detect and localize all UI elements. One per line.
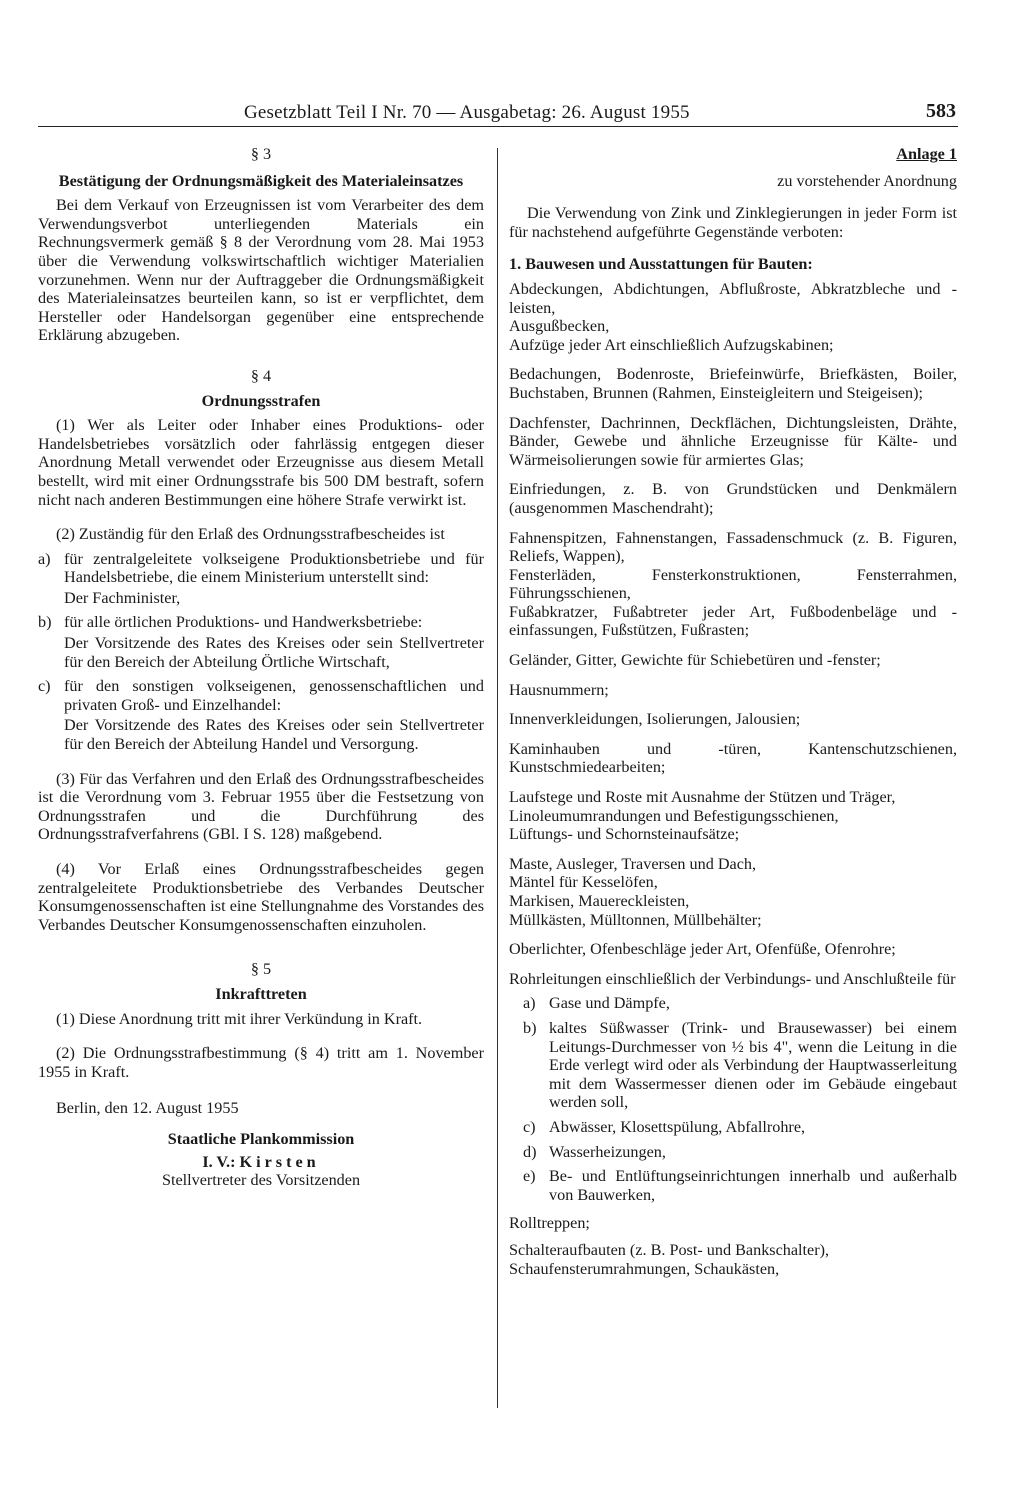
signature-prefix: I. V.: — [202, 1152, 236, 1171]
item-label: c) — [523, 1117, 536, 1136]
annex-heading: 1. Bauwesen und Ausstattungen für Bauten: — [509, 255, 813, 274]
pipe-item — [509, 1118, 957, 1137]
item-text: für zentralgeleitete volkseigene Produktionsbetriebe und für Handelsbetriebe, die einem Ministerium unterstellt sind: — [64, 549, 484, 587]
item-label: a) — [38, 549, 51, 568]
section-3-paragraph: Bei dem Verkauf von Erzeugnissen ist vom Verarbeiter des dem Verwendungsverbot unterliegenden Materials ein Rechnungsvermerk gemäß § 8 der Verordnung vom 28. Mai 1953 über die Verwendung volkswirtschaftlich wichtiger Materialien vorzunehmen. Wenn nur der Auftraggeber die Ordnungsmäßigkeit des Materialeinsatzes beurteilen kann, so ist er verpflichtet, dem Hersteller oder Handelsorgan gegenüber eine entsprechende Erklärung abzugeben. — [38, 196, 484, 345]
issuing-authority: Staatliche Plankommission — [167, 1129, 355, 1148]
list-item: Fahnenspitzen, Fahnenstangen, Fassadenschmuck (z. B. Figuren, Reliefs, Wappen), Fensterläden, Fensterkonstruktionen, Fensterrahmen, Führungsschienen, Fußabkratzer, Fußabtreter jeder Art, Fußbodenbeläge und -einfassungen, Fußstützen, Fußrasten; — [509, 528, 957, 640]
list-item: Geländer, Gitter, Gewichte für Schiebetüren und -fenster; — [509, 651, 881, 670]
list-item: Laufstege und Roste mit Ausnahme der Stützen und Träger, Linoleumumrandungen und Befestigungsschienen, Lüftungs- und Schornsteinaufsätze; — [509, 788, 896, 844]
list-item: Oberlichter, Ofenbeschläge jeder Art, Ofenfüße, Ofenrohre; — [509, 940, 896, 959]
annex-subtitle: zu vorstehender Anordnung — [777, 171, 957, 190]
item-label: c) — [38, 677, 51, 696]
section-4-item-a — [38, 550, 484, 587]
item-label: e) — [523, 1167, 536, 1186]
place-and-date: Berlin, den 12. August 1955 — [56, 1099, 239, 1118]
pipe-items-list — [509, 994, 957, 1204]
item-label: b) — [523, 1018, 537, 1037]
list-item: Hausnummern; — [509, 680, 609, 699]
item-text: Wasserheizungen, — [549, 1142, 666, 1161]
section-4-paragraph-2: (2) Zuständig für den Erlaß des Ordnungsstrafbescheides ist — [56, 525, 445, 544]
section-4-title: Ordnungsstrafen — [201, 391, 321, 410]
item-text: kaltes Süßwasser (Trink- und Brausewasser) bei einem Leitungs-Durchmesser von ½ bis 4", wenn die Leitung in die Erde verlegt wird oder als Verbindung der Hauptwasserleitung mit dem Wassermesser dienen oder im Gebäude eingebaut werden soll, — [549, 1018, 957, 1112]
list-item: Rohrleitungen einschließlich der Verbindungs- und Anschlußteile für — [509, 969, 956, 988]
item-b-authority: Der Vorsitzende des Rates des Kreises oder sein Stellvertreter für den Bereich der Abteilung Örtliche Wirtschaft, — [64, 634, 484, 671]
annex-intro: Die Verwendung von Zink und Zinklegierungen in jeder Form ist für nachstehend aufgeführte Gegenstände verboten: — [509, 204, 957, 241]
left-column — [38, 145, 484, 1190]
section-4-item-b — [38, 613, 484, 632]
list-item: Kaminhauben und -türen, Kantenschutzschienen, Kunstschmiedearbeiten; — [509, 739, 957, 777]
header-title: Gesetzblatt Teil I Nr. 70 — Ausgabetag: 26. August 1955 — [244, 102, 690, 123]
pipe-item — [509, 1143, 957, 1162]
tail-entry-counters: Schalteraufbauten (z. B. Post- und Bankschalter), Schaufensterumrahmungen, Schaukästen, — [509, 1240, 830, 1278]
section-3-number: § 3 — [250, 145, 272, 163]
annex-title: Anlage 1 — [896, 145, 957, 163]
signatory-role: Stellvertreter des Vorsitzenden — [161, 1171, 361, 1190]
list-item: Einfriedungen, z. B. von Grundstücken und Denkmälern (ausgenommen Maschendraht); — [509, 480, 957, 517]
section-4-paragraph-4: (4) Vor Erlaß eines Ordnungsstrafbescheides gegen zentralgeleitete Produktionsbetriebe des Verbandes Deutscher Konsumgenossenschaften ist eine Stellungnahme des Vorstandes des Verbandes Deutscher Konsumgenossenschaften einzuholen. — [38, 860, 484, 934]
item-label: d) — [523, 1142, 537, 1161]
section-4-paragraph-3: (3) Für das Verfahren und den Erlaß des Ordnungsstrafbescheides ist die Verordnung vom 3. Februar 1955 über die Festsetzung von Ordnungsstrafen und die Durchführung des Ordnungsstrafverfahrens (GBl. I S. 128) maßgebend. — [38, 769, 484, 844]
section-4-paragraph-1: (1) Wer als Leiter oder Inhaber eines Produktions- oder Handelsbetriebes vorsätzlich oder fahrlässig entgegen dieser Anordnung Metall verwendet oder Erzeugnisse aus diesem Metall bestellt, wird mit einer Ordnungsstrafe bis 500 DM bestraft, sofern nicht nach anderen Bestimmungen eine höhere Strafe verwirkt ist. — [38, 416, 484, 509]
section-4-item-c — [38, 677, 484, 714]
section-4-number: § 4 — [250, 366, 272, 385]
section-3-title: Bestätigung der Ordnungsmäßigkeit des Materialeinsatzes — [58, 171, 464, 190]
section-5-number: § 5 — [250, 960, 272, 979]
pipe-item — [509, 1019, 957, 1112]
item-c-authority: Der Vorsitzende des Rates des Kreises oder sein Stellvertreter für den Bereich der Abteilung Handel und Versorgung. — [64, 716, 484, 754]
item-text: Be- und Entlüftungseinrichtungen innerhalb und außerhalb von Bauwerken, — [549, 1167, 957, 1204]
signature-line — [38, 1153, 484, 1172]
item-a-authority: Der Fachminister, — [64, 588, 181, 607]
pipe-item — [509, 1167, 957, 1204]
item-text: für alle örtlichen Produktions- und Handwerksbetriebe: — [64, 613, 423, 632]
tail-entry-escalators: Rolltreppen; — [509, 1214, 590, 1233]
list-item: Dachfenster, Dachrinnen, Deckflächen, Dichtungsleisten, Drähte, Bänder, Gewebe und ähnliche Erzeugnisse für Kälte- und Wärmeisolierungen sowie für armiertes Glas; — [509, 413, 957, 469]
item-text: Gase und Dämpfe, — [549, 994, 670, 1013]
signatory-name: Kirsten — [239, 1152, 320, 1171]
column-divider — [497, 148, 498, 1408]
item-text: für den sonstigen volkseigenen, genossenschaftlichen und privaten Groß- und Einzelhandel: — [64, 677, 484, 714]
section-5-paragraph-2: (2) Die Ordnungsstrafbestimmung (§ 4) tritt am 1. November 1955 in Kraft. — [38, 1044, 484, 1081]
item-text: Abwässer, Klosettspülung, Abfallrohre, — [549, 1117, 806, 1136]
list-item: Innenverkleidungen, Isolierungen, Jalousien; — [509, 710, 801, 729]
page-header — [38, 100, 958, 127]
list-item: Abdeckungen, Abdichtungen, Abflußroste, Abkratzbleche und -leisten, Ausgußbecken, Aufzüge jeder Art einschließlich Aufzugskabinen; — [509, 279, 957, 354]
pipe-item — [509, 994, 957, 1013]
section-5-paragraph-1: (1) Diese Anordnung tritt mit ihrer Verkündung in Kraft. — [56, 1009, 423, 1028]
section-5-title: Inkrafttreten — [215, 984, 307, 1003]
page-number: 583 — [926, 100, 956, 122]
item-label: b) — [38, 613, 52, 632]
right-column — [509, 145, 957, 1278]
list-item: Maste, Ausleger, Traversen und Dach, Mäntel für Kesselöfen, Markisen, Mauereckleisten, Müllkästen, Mülltonnen, Müllbehälter; — [509, 854, 762, 929]
list-item: Bedachungen, Bodenroste, Briefeinwürfe, Briefkästen, Boiler, Buchstaben, Brunnen (Rahmen, Einsteigleitern und Steigeisen); — [509, 365, 957, 402]
item-label: a) — [523, 994, 536, 1013]
entries-list — [509, 280, 957, 988]
